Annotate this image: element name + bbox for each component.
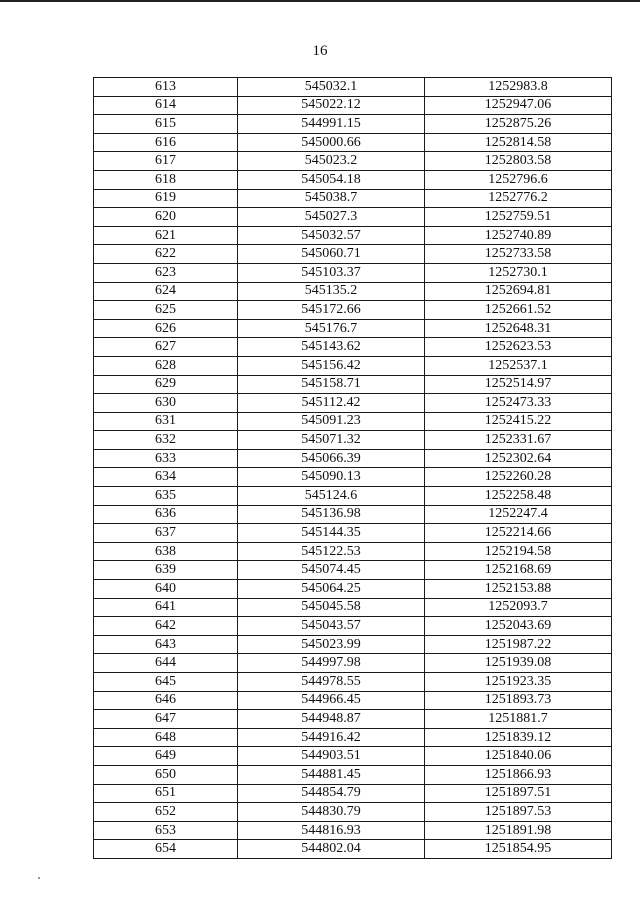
x-coordinate-cell: 545066.39	[238, 449, 425, 468]
table-row	[94, 710, 612, 729]
point-number-cell: 621	[94, 226, 238, 245]
point-number-cell: 627	[94, 338, 238, 357]
table-row	[94, 301, 612, 320]
table-row	[94, 170, 612, 189]
y-coordinate-cell: 1252875.26	[425, 115, 612, 134]
point-number-cell: 652	[94, 803, 238, 822]
point-number-cell: 653	[94, 821, 238, 840]
x-coordinate-cell: 545060.71	[238, 245, 425, 264]
table-row	[94, 245, 612, 264]
y-coordinate-cell: 1251840.06	[425, 747, 612, 766]
point-number-cell: 617	[94, 152, 238, 171]
top-border-line	[0, 0, 640, 2]
x-coordinate-cell: 545023.2	[238, 152, 425, 171]
y-coordinate-cell: 1252694.81	[425, 282, 612, 301]
y-coordinate-cell: 1251923.35	[425, 673, 612, 692]
y-coordinate-cell: 1252730.1	[425, 263, 612, 282]
point-number-cell: 620	[94, 208, 238, 227]
x-coordinate-cell: 545144.35	[238, 524, 425, 543]
y-coordinate-cell: 1251939.08	[425, 654, 612, 673]
table-row	[94, 524, 612, 543]
point-number-cell: 624	[94, 282, 238, 301]
y-coordinate-cell: 1251839.12	[425, 728, 612, 747]
x-coordinate-cell: 544903.51	[238, 747, 425, 766]
point-number-cell: 640	[94, 580, 238, 599]
point-number-cell: 651	[94, 784, 238, 803]
x-coordinate-cell: 545103.37	[238, 263, 425, 282]
x-coordinate-cell: 545158.71	[238, 375, 425, 394]
y-coordinate-cell: 1252043.69	[425, 617, 612, 636]
point-number-cell: 630	[94, 394, 238, 413]
x-coordinate-cell: 545032.1	[238, 78, 425, 97]
table-row	[94, 263, 612, 282]
y-coordinate-cell: 1252214.66	[425, 524, 612, 543]
table-row	[94, 617, 612, 636]
x-coordinate-cell: 545043.57	[238, 617, 425, 636]
x-coordinate-cell: 544948.87	[238, 710, 425, 729]
y-coordinate-cell: 1252153.88	[425, 580, 612, 599]
point-number-cell: 644	[94, 654, 238, 673]
y-coordinate-cell: 1251987.22	[425, 635, 612, 654]
y-coordinate-cell: 1251881.7	[425, 710, 612, 729]
x-coordinate-cell: 545091.23	[238, 412, 425, 431]
table-row	[94, 133, 612, 152]
y-coordinate-cell: 1252947.06	[425, 96, 612, 115]
y-coordinate-cell: 1252623.53	[425, 338, 612, 357]
table-row	[94, 598, 612, 617]
point-number-cell: 647	[94, 710, 238, 729]
point-number-cell: 614	[94, 96, 238, 115]
y-coordinate-cell: 1251866.93	[425, 765, 612, 784]
x-coordinate-cell: 545045.58	[238, 598, 425, 617]
point-number-cell: 638	[94, 542, 238, 561]
table-row	[94, 356, 612, 375]
x-coordinate-cell: 544966.45	[238, 691, 425, 710]
x-coordinate-cell: 545136.98	[238, 505, 425, 524]
point-number-cell: 618	[94, 170, 238, 189]
point-number-cell: 628	[94, 356, 238, 375]
y-coordinate-cell: 1252331.67	[425, 431, 612, 450]
point-number-cell: 634	[94, 468, 238, 487]
y-coordinate-cell: 1252302.64	[425, 449, 612, 468]
table-row	[94, 673, 612, 692]
x-coordinate-cell: 545176.7	[238, 319, 425, 338]
point-number-cell: 636	[94, 505, 238, 524]
point-number-cell: 648	[94, 728, 238, 747]
y-coordinate-cell: 1252740.89	[425, 226, 612, 245]
x-coordinate-cell: 544881.45	[238, 765, 425, 784]
x-coordinate-cell: 545000.66	[238, 133, 425, 152]
table-row	[94, 821, 612, 840]
point-number-cell: 623	[94, 263, 238, 282]
x-coordinate-cell: 544997.98	[238, 654, 425, 673]
table-row	[94, 840, 612, 859]
y-coordinate-cell: 1252733.58	[425, 245, 612, 264]
table-row	[94, 728, 612, 747]
table-row	[94, 152, 612, 171]
y-coordinate-cell: 1251854.95	[425, 840, 612, 859]
x-coordinate-cell: 545090.13	[238, 468, 425, 487]
y-coordinate-cell: 1252537.1	[425, 356, 612, 375]
point-number-cell: 646	[94, 691, 238, 710]
y-coordinate-cell: 1252814.58	[425, 133, 612, 152]
table-row	[94, 468, 612, 487]
x-coordinate-cell: 544816.93	[238, 821, 425, 840]
y-coordinate-cell: 1252168.69	[425, 561, 612, 580]
table-row	[94, 487, 612, 506]
scan-speck	[38, 877, 40, 879]
x-coordinate-cell: 545172.66	[238, 301, 425, 320]
table-row	[94, 189, 612, 208]
point-number-cell: 613	[94, 78, 238, 97]
y-coordinate-cell: 1252194.58	[425, 542, 612, 561]
point-number-cell: 622	[94, 245, 238, 264]
table-row	[94, 784, 612, 803]
y-coordinate-cell: 1252247.4	[425, 505, 612, 524]
coordinates-table	[93, 77, 612, 859]
x-coordinate-cell: 545022.12	[238, 96, 425, 115]
x-coordinate-cell: 545112.42	[238, 394, 425, 413]
table-row	[94, 542, 612, 561]
x-coordinate-cell: 544978.55	[238, 673, 425, 692]
page-number: 16	[312, 43, 328, 59]
x-coordinate-cell: 545071.32	[238, 431, 425, 450]
point-number-cell: 615	[94, 115, 238, 134]
table-row	[94, 226, 612, 245]
x-coordinate-cell: 545124.6	[238, 487, 425, 506]
y-coordinate-cell: 1251891.98	[425, 821, 612, 840]
point-number-cell: 641	[94, 598, 238, 617]
x-coordinate-cell: 545023.99	[238, 635, 425, 654]
x-coordinate-cell: 545122.53	[238, 542, 425, 561]
point-number-cell: 631	[94, 412, 238, 431]
y-coordinate-cell: 1252803.58	[425, 152, 612, 171]
table-row	[94, 691, 612, 710]
point-number-cell: 635	[94, 487, 238, 506]
point-number-cell: 643	[94, 635, 238, 654]
table-row	[94, 412, 612, 431]
table-row	[94, 96, 612, 115]
point-number-cell: 637	[94, 524, 238, 543]
x-coordinate-cell: 544991.15	[238, 115, 425, 134]
point-number-cell: 650	[94, 765, 238, 784]
point-number-cell: 639	[94, 561, 238, 580]
y-coordinate-cell: 1251897.53	[425, 803, 612, 822]
table-row	[94, 561, 612, 580]
point-number-cell: 654	[94, 840, 238, 859]
y-coordinate-cell: 1252648.31	[425, 319, 612, 338]
table-row	[94, 803, 612, 822]
table-row	[94, 115, 612, 134]
x-coordinate-cell: 544830.79	[238, 803, 425, 822]
x-coordinate-cell: 545156.42	[238, 356, 425, 375]
table-row	[94, 375, 612, 394]
point-number-cell: 633	[94, 449, 238, 468]
x-coordinate-cell: 545038.7	[238, 189, 425, 208]
x-coordinate-cell: 545143.62	[238, 338, 425, 357]
y-coordinate-cell: 1252759.51	[425, 208, 612, 227]
table-row	[94, 747, 612, 766]
y-coordinate-cell: 1252514.97	[425, 375, 612, 394]
x-coordinate-cell: 545027.3	[238, 208, 425, 227]
point-number-cell: 645	[94, 673, 238, 692]
point-number-cell: 649	[94, 747, 238, 766]
table-row	[94, 338, 612, 357]
table-row	[94, 505, 612, 524]
point-number-cell: 625	[94, 301, 238, 320]
y-coordinate-cell: 1252776.2	[425, 189, 612, 208]
point-number-cell: 619	[94, 189, 238, 208]
point-number-cell: 629	[94, 375, 238, 394]
y-coordinate-cell: 1252661.52	[425, 301, 612, 320]
x-coordinate-cell: 544916.42	[238, 728, 425, 747]
y-coordinate-cell: 1252258.48	[425, 487, 612, 506]
y-coordinate-cell: 1252260.28	[425, 468, 612, 487]
x-coordinate-cell: 545032.57	[238, 226, 425, 245]
y-coordinate-cell: 1252093.7	[425, 598, 612, 617]
point-number-cell: 626	[94, 319, 238, 338]
table-row	[94, 654, 612, 673]
x-coordinate-cell: 544802.04	[238, 840, 425, 859]
table-row	[94, 282, 612, 301]
table-row	[94, 580, 612, 599]
point-number-cell: 616	[94, 133, 238, 152]
x-coordinate-cell: 544854.79	[238, 784, 425, 803]
y-coordinate-cell: 1252796.6	[425, 170, 612, 189]
x-coordinate-cell: 545054.18	[238, 170, 425, 189]
table-row	[94, 431, 612, 450]
table-row	[94, 765, 612, 784]
point-number-cell: 632	[94, 431, 238, 450]
table-row	[94, 635, 612, 654]
x-coordinate-cell: 545064.25	[238, 580, 425, 599]
coordinates-table-body	[94, 78, 612, 859]
x-coordinate-cell: 545135.2	[238, 282, 425, 301]
y-coordinate-cell: 1251897.51	[425, 784, 612, 803]
y-coordinate-cell: 1252415.22	[425, 412, 612, 431]
y-coordinate-cell: 1251893.73	[425, 691, 612, 710]
table-row	[94, 449, 612, 468]
point-number-cell: 642	[94, 617, 238, 636]
table-row	[94, 78, 612, 97]
y-coordinate-cell: 1252473.33	[425, 394, 612, 413]
table-row	[94, 319, 612, 338]
table-row	[94, 394, 612, 413]
table-row	[94, 208, 612, 227]
y-coordinate-cell: 1252983.8	[425, 78, 612, 97]
x-coordinate-cell: 545074.45	[238, 561, 425, 580]
